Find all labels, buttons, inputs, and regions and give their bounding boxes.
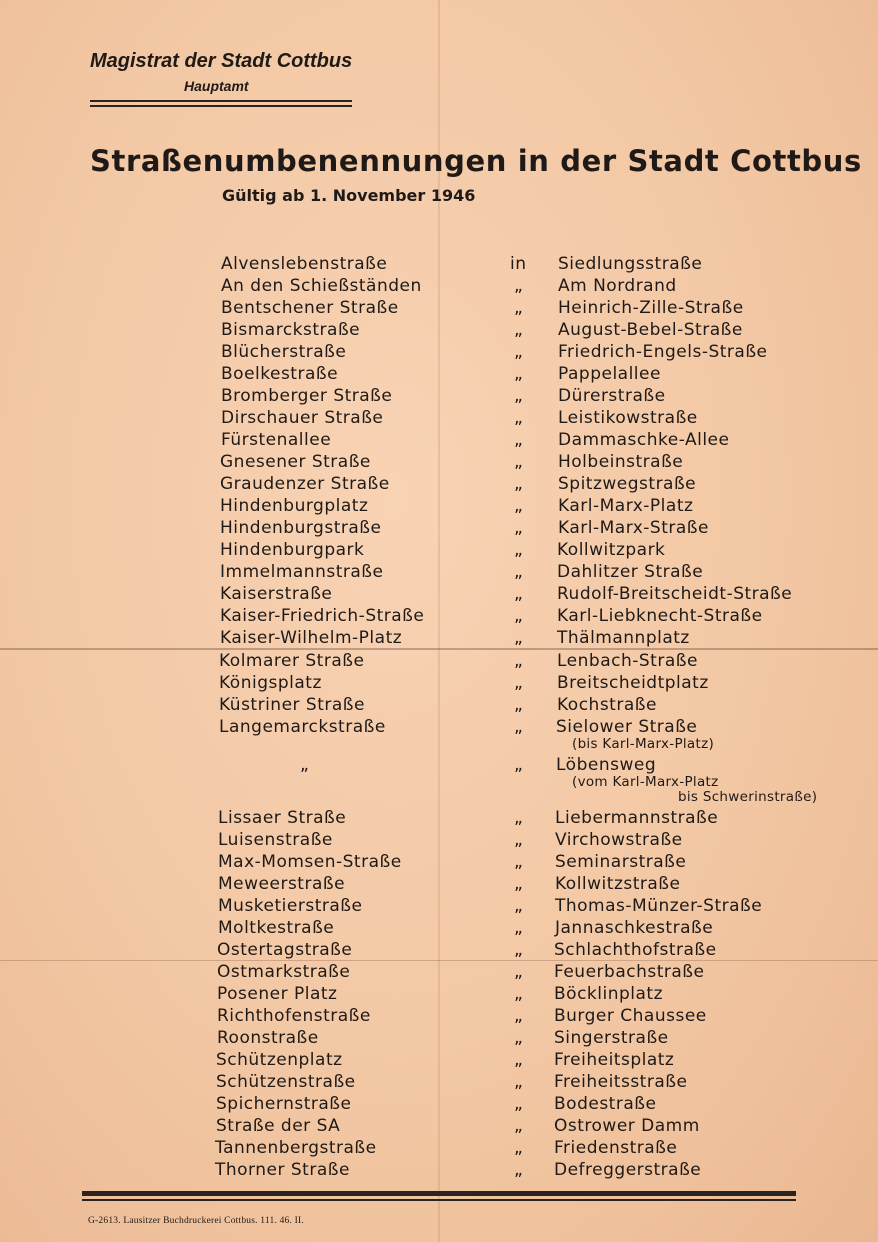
new-street-name: Liebermannstraße bbox=[555, 808, 719, 828]
ditto-marker: „ bbox=[514, 364, 524, 384]
ditto-marker: „ bbox=[514, 918, 524, 938]
list-item bbox=[0, 254, 878, 276]
list-item bbox=[0, 518, 878, 540]
old-street-name: Blücherstraße bbox=[221, 342, 347, 362]
new-street-name: Friedenstraße bbox=[554, 1138, 678, 1158]
old-street-name: Hindenburgpark bbox=[220, 540, 365, 560]
new-street-name: August-Bebel-Straße bbox=[558, 320, 743, 340]
list-item bbox=[0, 1116, 878, 1138]
new-street-name: Dahlitzer Straße bbox=[557, 562, 704, 582]
ditto-marker: „ bbox=[514, 673, 524, 693]
list-item bbox=[0, 717, 878, 752]
list-item bbox=[0, 584, 878, 606]
ditto-marker: „ bbox=[514, 474, 524, 494]
new-street-name: Virchowstraße bbox=[555, 830, 683, 850]
list-item bbox=[0, 1050, 878, 1072]
ditto-marker: „ bbox=[514, 584, 524, 604]
old-street-name: Gnesener Straße bbox=[220, 452, 371, 472]
ditto-marker: „ bbox=[514, 496, 524, 516]
old-street-name: Kolmarer Straße bbox=[219, 651, 365, 671]
old-street-name: Max-Momsen-Straße bbox=[218, 852, 402, 872]
list-item bbox=[0, 452, 878, 474]
list-item bbox=[0, 276, 878, 298]
list-item bbox=[0, 298, 878, 320]
old-street-name: Hindenburgstraße bbox=[220, 518, 382, 538]
footer-rule-thin bbox=[82, 1199, 796, 1201]
list-item bbox=[0, 474, 878, 496]
old-street-name: Tannenbergstraße bbox=[215, 1138, 377, 1158]
new-street-name: Ostrower Damm bbox=[554, 1116, 700, 1136]
new-street-name: Jannaschkestraße bbox=[555, 918, 714, 938]
new-street-name: Heinrich-Zille-Straße bbox=[558, 298, 744, 318]
list-item bbox=[0, 1138, 878, 1160]
list-item bbox=[0, 540, 878, 562]
list-item bbox=[0, 606, 878, 628]
ditto-marker: „ bbox=[514, 962, 524, 982]
ditto-marker: „ bbox=[514, 830, 524, 850]
list-item bbox=[0, 673, 878, 695]
list-item bbox=[0, 562, 878, 584]
old-street-name: „ bbox=[300, 755, 310, 775]
old-street-name: Bromberger Straße bbox=[221, 386, 393, 406]
old-street-name: An den Schießständen bbox=[221, 276, 422, 296]
ditto-marker: „ bbox=[514, 540, 524, 560]
new-street-name: Thomas-Münzer-Straße bbox=[555, 896, 763, 916]
ditto-marker: „ bbox=[514, 852, 524, 872]
new-street-name: Karl-Marx-Platz bbox=[558, 496, 694, 516]
ditto-marker: „ bbox=[514, 651, 524, 671]
old-street-name: Fürstenallee bbox=[221, 430, 332, 450]
ditto-marker: „ bbox=[514, 1160, 524, 1180]
in-marker: in bbox=[510, 254, 527, 274]
list-item bbox=[0, 342, 878, 364]
new-street-name: Am Nordrand bbox=[558, 276, 677, 296]
new-street-name: Thälmannplatz bbox=[557, 628, 690, 648]
new-street-name: Freiheitsplatz bbox=[554, 1050, 675, 1070]
new-street-name: Karl-Liebknecht-Straße bbox=[557, 606, 763, 626]
ditto-marker: „ bbox=[514, 1116, 524, 1136]
ditto-marker: „ bbox=[514, 1072, 524, 1092]
new-street-name: Bodestraße bbox=[554, 1094, 657, 1114]
new-street-name: Löbensweg bbox=[556, 755, 657, 775]
old-street-name: Schützenplatz bbox=[216, 1050, 343, 1070]
list-item bbox=[0, 386, 878, 408]
old-street-name: Immelmannstraße bbox=[220, 562, 384, 582]
ditto-marker: „ bbox=[514, 717, 524, 737]
list-item bbox=[0, 628, 878, 650]
old-street-name: Dirschauer Straße bbox=[221, 408, 384, 428]
new-street-name: Friedrich-Engels-Straße bbox=[558, 342, 768, 362]
new-street-name: Spitzwegstraße bbox=[558, 474, 697, 494]
new-street-name: Singerstraße bbox=[554, 1028, 669, 1048]
new-street-name: Siedlungsstraße bbox=[558, 254, 703, 274]
list-item bbox=[0, 940, 878, 962]
list-item bbox=[0, 1094, 878, 1116]
old-street-name: Spichernstraße bbox=[216, 1094, 352, 1114]
old-street-name: Hindenburgplatz bbox=[220, 496, 369, 516]
list-item bbox=[0, 874, 878, 896]
ditto-marker: „ bbox=[514, 342, 524, 362]
ditto-marker: „ bbox=[514, 1138, 524, 1158]
list-item bbox=[0, 364, 878, 386]
list-item bbox=[0, 852, 878, 874]
new-street-name: Karl-Marx-Straße bbox=[558, 518, 709, 538]
old-street-name: Kaiserstraße bbox=[220, 584, 333, 604]
list-item bbox=[0, 896, 878, 918]
printer-imprint: G-2613. Lausitzer Buchdruckerei Cottbus. 111. 46. II. bbox=[88, 1216, 304, 1226]
new-street-name: Rudolf-Breitscheidt-Straße bbox=[557, 584, 793, 604]
old-street-name: Luisenstraße bbox=[218, 830, 333, 850]
new-street-name: Dürerstraße bbox=[558, 386, 666, 406]
ditto-marker: „ bbox=[514, 755, 524, 775]
ditto-marker: „ bbox=[514, 1050, 524, 1070]
new-street-name: Kochstraße bbox=[557, 695, 657, 715]
new-street-name: Feuerbachstraße bbox=[554, 962, 705, 982]
list-item bbox=[0, 408, 878, 430]
old-street-name: Thorner Straße bbox=[215, 1160, 350, 1180]
list-item bbox=[0, 830, 878, 852]
new-street-name: Pappelallee bbox=[558, 364, 661, 384]
ditto-marker: „ bbox=[514, 408, 524, 428]
new-street-name: Holbeinstraße bbox=[558, 452, 684, 472]
new-street-name: Kollwitzstraße bbox=[555, 874, 681, 894]
list-item bbox=[0, 1028, 878, 1050]
issuing-department: Hauptamt bbox=[184, 78, 249, 94]
ditto-marker: „ bbox=[514, 320, 524, 340]
new-street-name: Freiheitsstraße bbox=[554, 1072, 688, 1092]
list-item bbox=[0, 320, 878, 342]
footer-rule-thick bbox=[82, 1191, 796, 1196]
new-street-name: Defreggerstraße bbox=[554, 1160, 702, 1180]
new-street-name: Lenbach-Straße bbox=[557, 651, 698, 671]
ditto-marker: „ bbox=[514, 386, 524, 406]
list-item bbox=[0, 695, 878, 717]
validity-date: Gültig ab 1. November 1946 bbox=[222, 186, 476, 205]
ditto-marker: „ bbox=[514, 808, 524, 828]
header-rule-top bbox=[90, 100, 352, 102]
ditto-marker: „ bbox=[514, 276, 524, 296]
renaming-note: (bis Karl-Marx-Platz) bbox=[572, 736, 715, 752]
list-item bbox=[0, 918, 878, 940]
old-street-name: Lissaer Straße bbox=[218, 808, 347, 828]
ditto-marker: „ bbox=[514, 940, 524, 960]
list-item bbox=[0, 430, 878, 452]
renaming-note: (vom Karl-Marx-Platz bbox=[572, 774, 719, 790]
old-street-name: Küstriner Straße bbox=[219, 695, 365, 715]
old-street-name: Richthofenstraße bbox=[217, 1006, 371, 1026]
ditto-marker: „ bbox=[514, 430, 524, 450]
old-street-name: Langemarckstraße bbox=[219, 717, 386, 737]
ditto-marker: „ bbox=[514, 1028, 524, 1048]
new-street-name: Kollwitzpark bbox=[557, 540, 666, 560]
renaming-note-continued: bis Schwerinstraße) bbox=[678, 789, 818, 805]
ditto-marker: „ bbox=[514, 896, 524, 916]
new-street-name: Leistikowstraße bbox=[558, 408, 698, 428]
new-street-name: Seminarstraße bbox=[555, 852, 687, 872]
list-item bbox=[0, 1006, 878, 1028]
header-rule-bottom bbox=[90, 105, 352, 107]
list-item bbox=[0, 1160, 878, 1182]
new-street-name: Breitscheidtplatz bbox=[557, 673, 709, 693]
ditto-marker: „ bbox=[514, 1006, 524, 1026]
document-title: Straßenumbenennungen in der Stadt Cottbus bbox=[90, 144, 862, 178]
old-street-name: Posener Platz bbox=[217, 984, 338, 1004]
new-street-name: Dammaschke-Allee bbox=[558, 430, 730, 450]
list-item bbox=[0, 496, 878, 518]
old-street-name: Königsplatz bbox=[219, 673, 322, 693]
ditto-marker: „ bbox=[514, 874, 524, 894]
old-street-name: Kaiser-Wilhelm-Platz bbox=[220, 628, 403, 648]
old-street-name: Ostertagstraße bbox=[217, 940, 353, 960]
old-street-name: Alvenslebenstraße bbox=[221, 254, 388, 274]
ditto-marker: „ bbox=[514, 298, 524, 318]
old-street-name: Bentschener Straße bbox=[221, 298, 399, 318]
old-street-name: Kaiser-Friedrich-Straße bbox=[220, 606, 425, 626]
list-item bbox=[0, 755, 878, 805]
new-street-name: Böcklinplatz bbox=[554, 984, 663, 1004]
old-street-name: Boelkestraße bbox=[221, 364, 339, 384]
old-street-name: Schützenstraße bbox=[216, 1072, 356, 1092]
old-street-name: Ostmarkstraße bbox=[217, 962, 351, 982]
new-street-name: Burger Chaussee bbox=[554, 1006, 707, 1026]
list-item bbox=[0, 962, 878, 984]
ditto-marker: „ bbox=[514, 695, 524, 715]
issuing-authority: Magistrat der Stadt Cottbus bbox=[90, 50, 353, 72]
list-item bbox=[0, 984, 878, 1006]
ditto-marker: „ bbox=[514, 1094, 524, 1114]
ditto-marker: „ bbox=[514, 452, 524, 472]
ditto-marker: „ bbox=[514, 984, 524, 1004]
old-street-name: Moltkestraße bbox=[218, 918, 335, 938]
old-street-name: Bismarckstraße bbox=[221, 320, 361, 340]
list-item bbox=[0, 1072, 878, 1094]
ditto-marker: „ bbox=[514, 628, 524, 648]
old-street-name: Musketierstraße bbox=[218, 896, 363, 916]
old-street-name: Roonstraße bbox=[217, 1028, 319, 1048]
new-street-name: Schlachthofstraße bbox=[554, 940, 717, 960]
list-item bbox=[0, 808, 878, 830]
ditto-marker: „ bbox=[514, 518, 524, 538]
new-street-name: Sielower Straße bbox=[556, 717, 698, 737]
old-street-name: Meweerstraße bbox=[218, 874, 346, 894]
old-street-name: Graudenzer Straße bbox=[220, 474, 390, 494]
ditto-marker: „ bbox=[514, 606, 524, 626]
list-item bbox=[0, 651, 878, 673]
old-street-name: Straße der SA bbox=[216, 1116, 341, 1136]
ditto-marker: „ bbox=[514, 562, 524, 582]
